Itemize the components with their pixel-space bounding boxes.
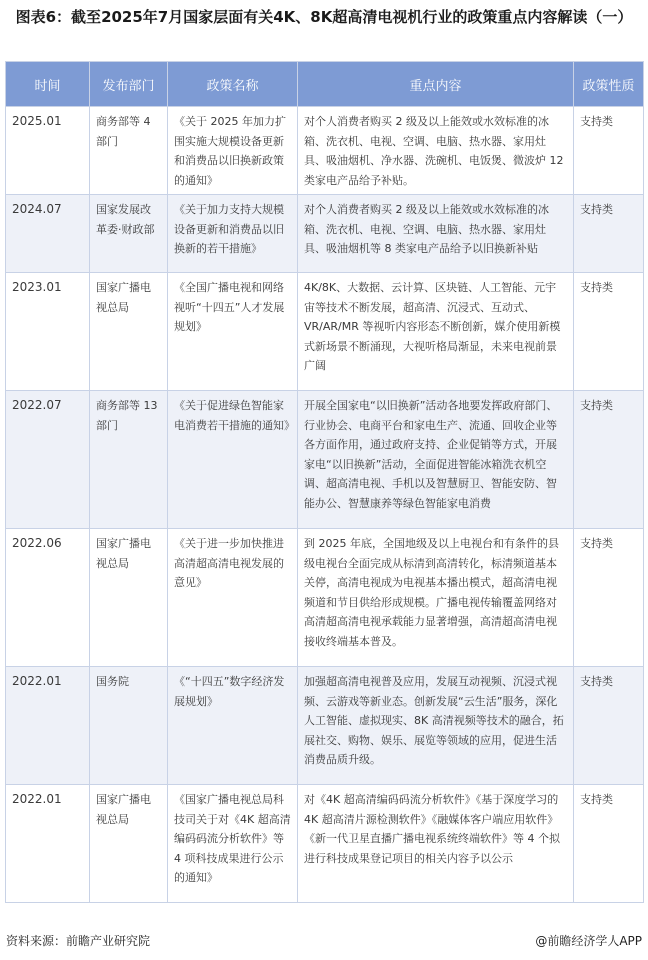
cell-key-content: 对个人消费者购买 2 级及以上能效或水效标准的冰箱、洗衣机、电视、空调、电脑、热水器、家用灶具、吸油烟机、净水器、洗碗机、电饭煲、微波炉 12 类家电产品给予补贴。 (298, 107, 574, 195)
cell-date: 2025.01 (6, 107, 90, 195)
cell-policy-name: 《关于 2025 年加力扩围实施大规模设备更新和消费品以旧换新政策的通知》 (168, 107, 298, 195)
cell-policy-type: 支持类 (574, 107, 644, 195)
column-header-date: 时间 (6, 62, 90, 107)
cell-policy-name: 《关于进一步加快推进高清超高清电视发展的意见》 (168, 529, 298, 667)
cell-date: 2022.01 (6, 785, 90, 903)
cell-policy-type: 支持类 (574, 785, 644, 903)
cell-key-content: 对《4K 超高清编码码流分析软件》《基于深度学习的 4K 超高清片源检测软件》《融媒体客户端应用软件》《新一代卫星直播广播电视系统终端软件》等 4 个拟进行科技成果登记项目的相关内容予以公示 (298, 785, 574, 903)
cell-policy-type: 支持类 (574, 273, 644, 391)
policy-table (5, 61, 644, 903)
brand-credit: @前瞻经济学人APP (535, 934, 642, 948)
cell-date: 2022.01 (6, 667, 90, 785)
cell-policy-name: 《国家广播电视总局科技司关于对《4K 超高清编码码流分析软件》等 4 项科技成果进行公示的通知》 (168, 785, 298, 903)
data-source: 资料来源：前瞻产业研究院 (6, 934, 151, 948)
cell-dept: 国家广播电视总局 (90, 529, 168, 667)
cell-dept: 国家发展改革委·财政部 (90, 195, 168, 273)
cell-date: 2022.07 (6, 391, 90, 529)
table-header-row (6, 62, 644, 107)
cell-date: 2022.06 (6, 529, 90, 667)
cell-key-content: 4K/8K、大数据、云计算、区块链、人工智能、元宇宙等技术不断发展，超高清、沉浸式、互动式、VR/AR/MR 等视听内容形态不断创新，媒介使用新模式新场景不断涌现，大视听格局渐显，未来电视前景广阔 (298, 273, 574, 391)
cell-key-content: 加强超高清电视普及应用，发展互动视频、沉浸式视频、云游戏等新业态。创新发展“云生活”服务，深化人工智能、虚拟现实、8K 高清视频等技术的融合，拓展社交、购物、娱乐、展览等领域的应用，促进生活消费品质升级。 (298, 667, 574, 785)
cell-dept: 商务部等 13 部门 (90, 391, 168, 529)
cell-date: 2024.07 (6, 195, 90, 273)
table-row (6, 785, 644, 903)
cell-policy-type: 支持类 (574, 667, 644, 785)
cell-key-content: 到 2025 年底，全国地级及以上电视台和有条件的县级电视台全面完成从标清到高清转化，标清频道基本关停，高清电视成为电视基本播出模式，超高清电视频道和节目供给形成规模。广播电视传输覆盖网络对高清超高清电视承载能力显著增强，高清超高清电视接收终端基本普及。 (298, 529, 574, 667)
cell-policy-name: 《“十四五”数字经济发展规划》 (168, 667, 298, 785)
cell-dept: 国家广播电视总局 (90, 785, 168, 903)
cell-policy-name: 《关于促进绿色智能家电消费若干措施的通知》 (168, 391, 298, 529)
cell-dept: 国务院 (90, 667, 168, 785)
footer (6, 932, 642, 950)
column-header-key-content: 重点内容 (298, 62, 574, 107)
cell-key-content: 对个人消费者购买 2 级及以上能效或水效标准的冰箱、洗衣机、电视、空调、电脑、热水器、家用灶具、吸油烟机等 8 类家电产品给予以旧换新补贴 (298, 195, 574, 273)
cell-policy-type: 支持类 (574, 529, 644, 667)
column-header-dept: 发布部门 (90, 62, 168, 107)
cell-policy-name: 《全国广播电视和网络视听“十四五”人才发展规划》 (168, 273, 298, 391)
table-row (6, 107, 644, 195)
table-row (6, 529, 644, 667)
cell-policy-type: 支持类 (574, 195, 644, 273)
column-header-policy-type: 政策性质 (574, 62, 644, 107)
table-row (6, 391, 644, 529)
cell-dept: 国家广播电视总局 (90, 273, 168, 391)
table-row (6, 195, 644, 273)
cell-key-content: 开展全国家电“以旧换新”活动各地要发挥政府部门、行业协会、电商平台和家电生产、流通、回收企业等各方面作用，通过政府支持、企业促销等方式，开展家电“以旧换新”活动，全面促进智能冰箱洗衣机空调、超高清电视、手机以及智慧厨卫、智能安防、智能办公、智慧康养等绿色智能家电消费 (298, 391, 574, 529)
cell-dept: 商务部等 4 部门 (90, 107, 168, 195)
column-header-policy-name: 政策名称 (168, 62, 298, 107)
cell-policy-type: 支持类 (574, 391, 644, 529)
chart-title: 图表6：截至2025年7月国家层面有关4K、8K超高清电视机行业的政策重点内容解读（一） (15, 8, 633, 26)
cell-policy-name: 《关于加力支持大规模设备更新和消费品以旧换新的若干措施》 (168, 195, 298, 273)
table-row (6, 667, 644, 785)
table-row (6, 273, 644, 391)
cell-date: 2023.01 (6, 273, 90, 391)
